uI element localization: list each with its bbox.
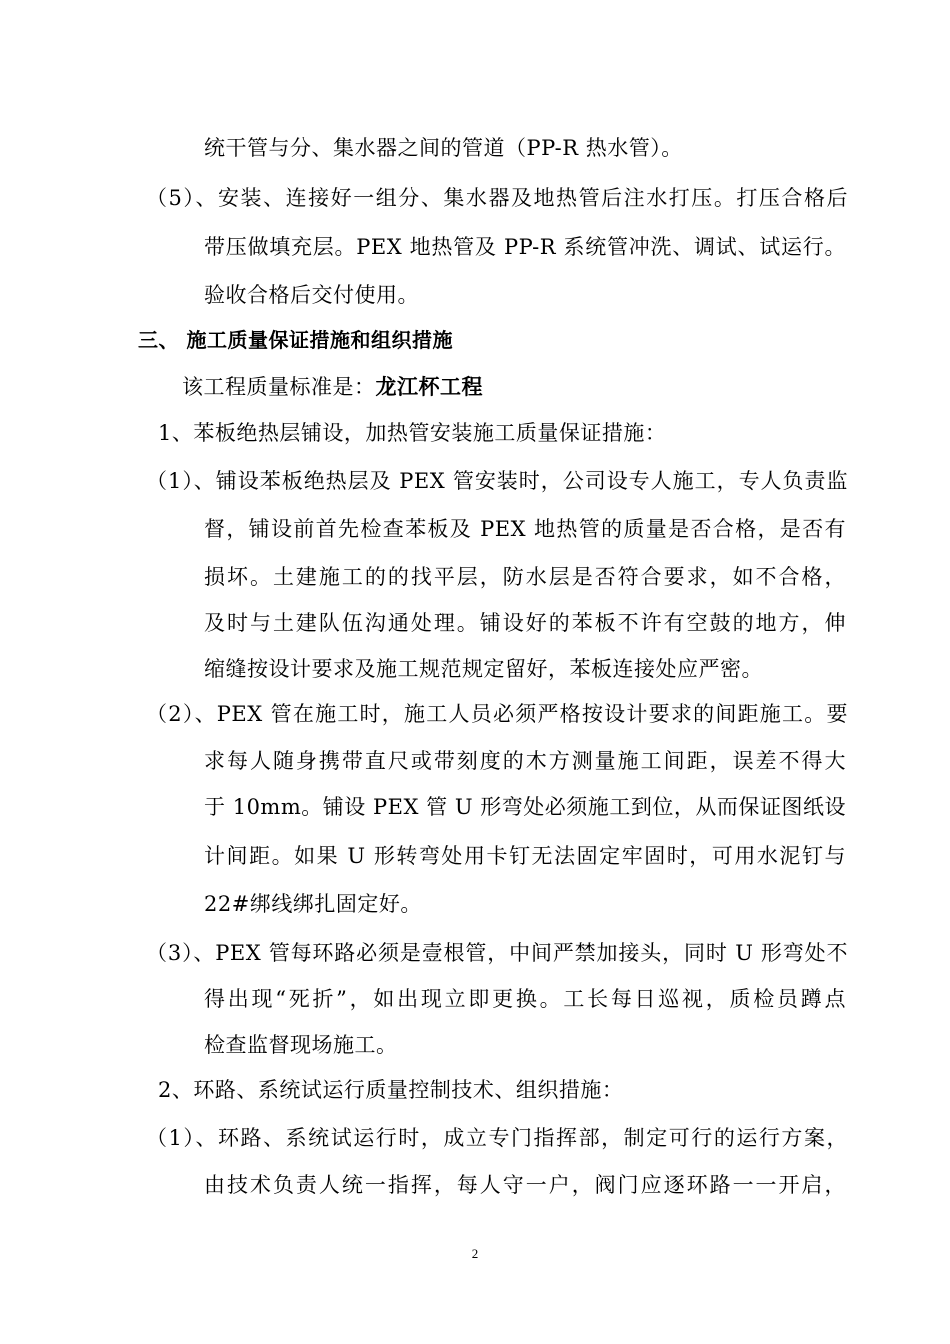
text-line: 22#绑线绑扎固定好。 <box>204 892 422 916</box>
text-line: 检查监督现场施工。 <box>204 1033 398 1057</box>
text-line: 损坏。土建施工的的找平层，防水层是否符合要求，如不合格， <box>204 565 846 589</box>
quality-standard-value: 龙江杯工程 <box>375 375 483 399</box>
text-line: 缩缝按设计要求及施工规范规定留好，苯板连接处应严密。 <box>204 657 763 681</box>
text-line: （1）、环路、系统试运行时，成立专门指挥部，制定可行的运行方案， <box>146 1126 848 1150</box>
text-line: （5）、安装、连接好一组分、集水器及地热管后注水打压。打压合格后 <box>146 186 848 210</box>
text-line: （1）、铺设苯板绝热层及 PEX 管安装时，公司设专人施工，专人负责监 <box>146 469 848 493</box>
text-line: （3）、PEX 管每环路必须是壹根管，中间严禁加接头，同时 U 形弯处不 <box>146 941 848 965</box>
text-line: 由技术负责人统一指挥，每人守一户，阀门应逐环路一一开启， <box>204 1173 846 1197</box>
text-line: 于 10mm。铺设 PEX 管 U 形弯处必须施工到位，从而保证图纸设 <box>204 795 846 819</box>
text-line: 带压做填充层。PEX 地热管及 PP-R 系统管冲洗、调试、试运行。 <box>204 235 846 259</box>
subheading: 1、苯板绝热层铺设，加热管安装施工质量保证措施： <box>158 421 667 445</box>
page-number: 2 <box>471 1246 479 1261</box>
section-heading: 三、 施工质量保证措施和组织措施 <box>138 328 453 352</box>
quality-standard-line <box>182 372 483 402</box>
text-line: 计间距。如果 U 形转弯处用卡钉无法固定牢固时，可用水泥钉与 <box>204 844 846 868</box>
quality-standard-label: 该工程质量标准是： <box>182 375 376 399</box>
text-line: （2）、PEX 管在施工时，施工人员必须严格按设计要求的间距施工。要 <box>146 702 848 726</box>
text-line: 得出现“死折”，如出现立即更换。工长每日巡视，质检员蹲点 <box>204 987 846 1011</box>
text-line: 验收合格后交付使用。 <box>204 283 419 307</box>
text-line: 求每人随身携带直尺或带刻度的木方测量施工间距，误差不得大 <box>204 749 846 773</box>
text-line: 督，铺设前首先检查苯板及 PEX 地热管的质量是否合格，是否有 <box>204 517 846 541</box>
text-line: 统干管与分、集水器之间的管道（PP-R 热水管）。 <box>204 136 683 160</box>
subheading: 2、环路、系统试运行质量控制技术、组织措施： <box>158 1078 624 1102</box>
text-line: 及时与土建队伍沟通处理。铺设好的苯板不许有空鼓的地方，伸 <box>204 611 846 635</box>
